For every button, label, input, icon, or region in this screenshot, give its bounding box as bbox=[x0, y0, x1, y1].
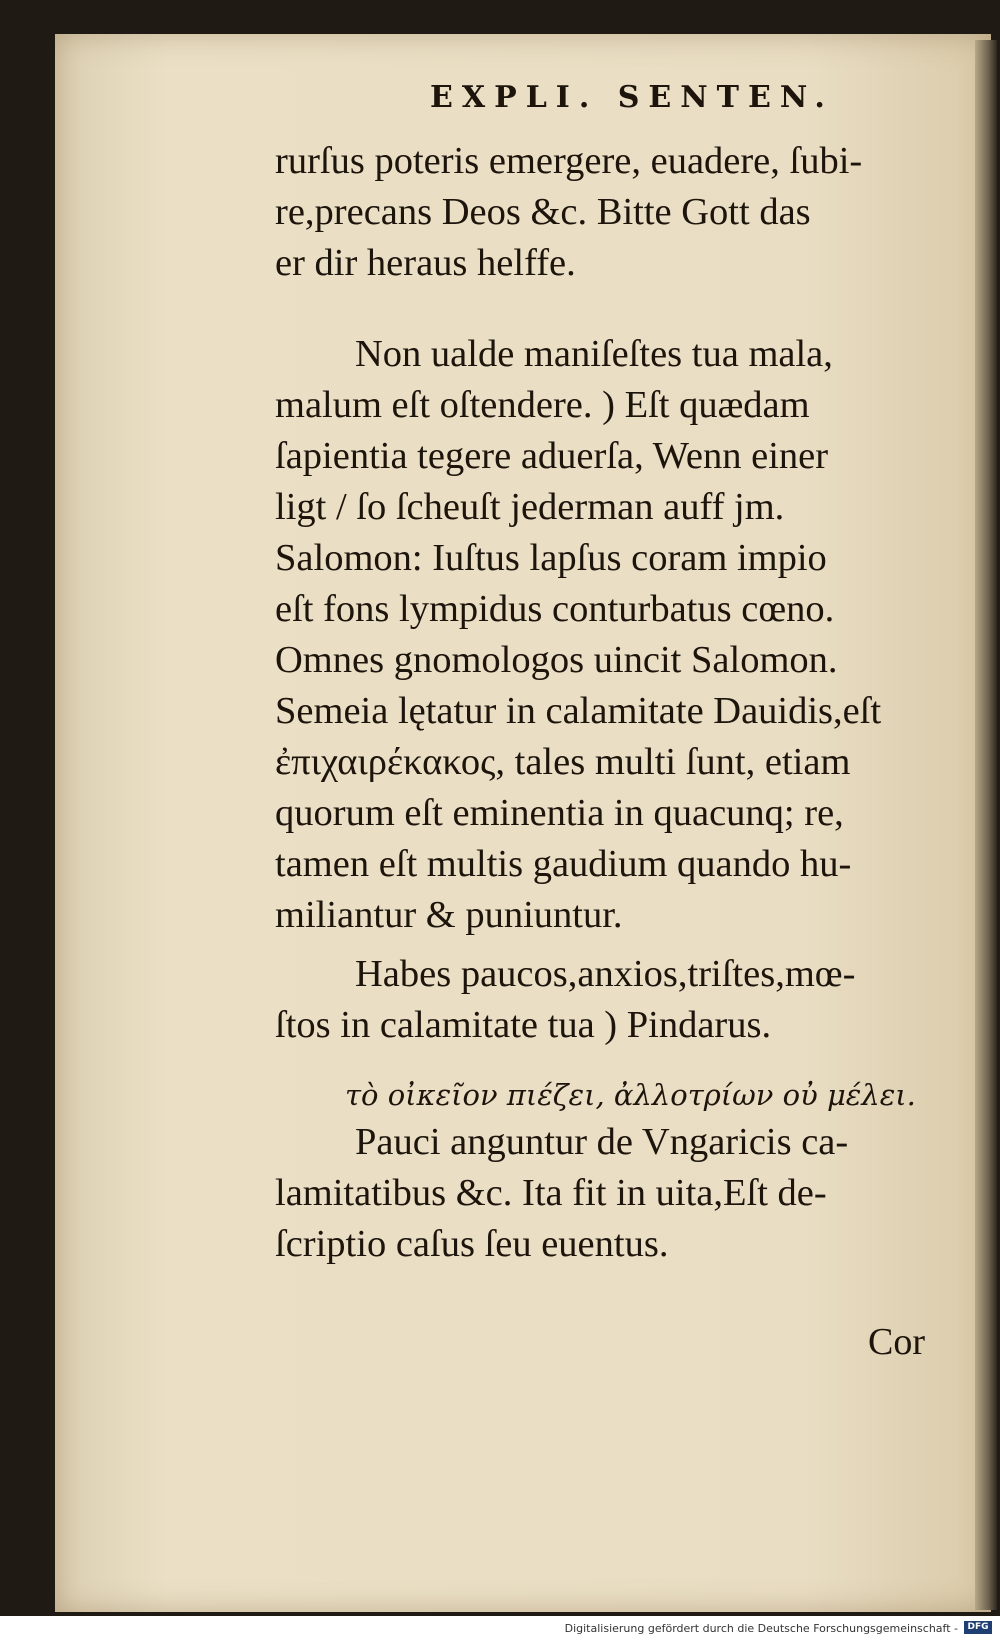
text-line: ſapientia tegere aduerſa, Wenn einer bbox=[275, 435, 829, 477]
text-line: quorum eſt eminentia in quacunq; re, bbox=[275, 792, 844, 834]
text-line: Habes paucos,anxios,triſtes,mœ- bbox=[355, 953, 856, 995]
text-line: miliantur & puniuntur. bbox=[275, 894, 623, 936]
greek-quote: τὸ οἰκεῖον πιέζει, ἀλλοτρίων οὐ μέλει. bbox=[345, 1078, 916, 1112]
paragraph-4 bbox=[275, 1117, 955, 1270]
text-line: Omnes gnomologos uincit Salomon. bbox=[275, 639, 838, 681]
text-line: Semeia lętatur in calamitate Dauidis,eſt bbox=[275, 690, 882, 732]
text-line: ſtos in calamitate tua ) Pindarus. bbox=[275, 1004, 772, 1046]
text-line: ſcriptio caſus ſeu euentus. bbox=[275, 1223, 669, 1265]
text-line: ἐπιχαιρέκακος, tales multi ſunt, etiam bbox=[275, 741, 851, 783]
running-header: EXPLI. SENTEN. bbox=[430, 80, 834, 115]
footer-text: Digitalisierung gefördert durch die Deutsche Forschungsgemeinschaft - bbox=[564, 1622, 958, 1635]
dfg-logo: DFG bbox=[964, 1621, 992, 1634]
text-line: eſt fons lympidus conturbatus cœno. bbox=[275, 588, 835, 630]
text-line: rurſus poteris emergere, euadere, ſubi- bbox=[275, 140, 863, 182]
text-line: tamen eſt multis gaudium quando hu- bbox=[275, 843, 852, 885]
text-line: re,precans Deos &c. Bitte Gott das bbox=[275, 191, 811, 233]
text-line: er dir heraus helffe. bbox=[275, 242, 576, 284]
text-line: Salomon: Iuſtus lapſus coram impio bbox=[275, 537, 827, 579]
page-edge bbox=[975, 40, 997, 1610]
text-line: Pauci anguntur de Vngaricis ca- bbox=[355, 1121, 849, 1163]
paragraph-1 bbox=[275, 136, 955, 289]
text-line: lamitatibus &c. Ita fit in uita,Eſt de- bbox=[275, 1172, 827, 1214]
text-line: Non ualde maniſeſtes tua mala, bbox=[355, 333, 833, 375]
paragraph-2 bbox=[275, 329, 955, 941]
paragraph-3 bbox=[275, 949, 955, 1051]
catchword: Cor bbox=[868, 1321, 925, 1363]
text-line: ligt / ſo ſcheuſt jederman auff jm. bbox=[275, 486, 785, 528]
text-line: malum eſt oſtendere. ) Eſt quædam bbox=[275, 384, 810, 426]
digitization-footer bbox=[0, 1616, 1000, 1640]
